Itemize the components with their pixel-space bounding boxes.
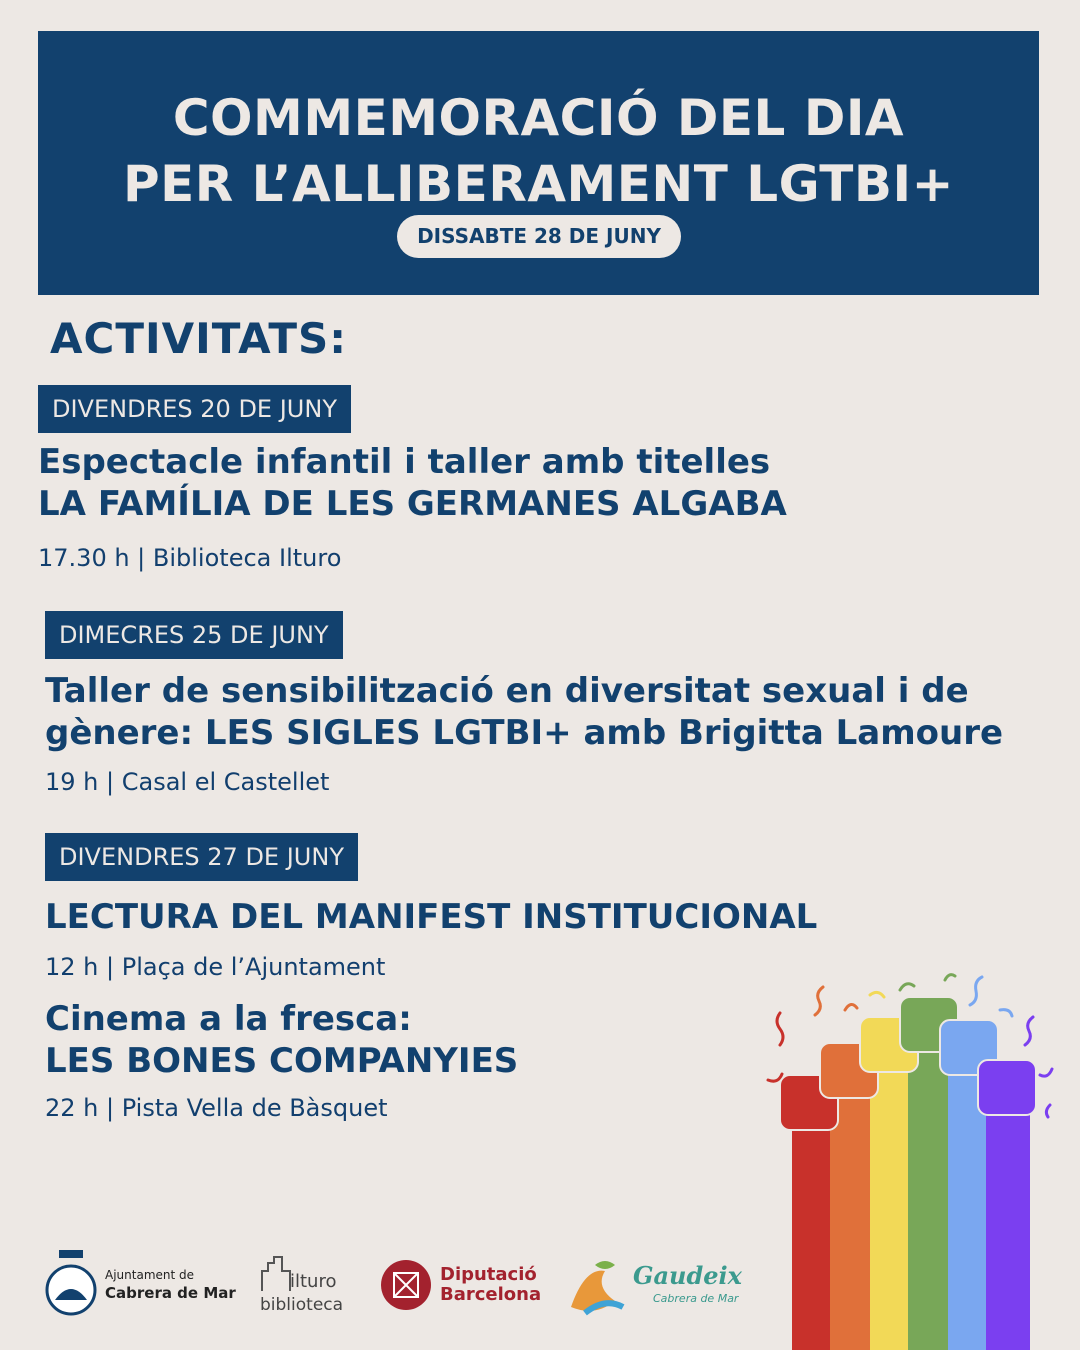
- event-1-day-tag: DIVENDRES 20 DE JUNY: [38, 385, 351, 433]
- date-badge: DISSABTE 28 DE JUNY: [397, 215, 681, 258]
- title-line-2: PER L’ALLIBERAMENT LGTBI+: [122, 155, 955, 213]
- event-1-title-line-1: Espectacle infantil i taller amb titelles: [38, 442, 771, 482]
- diputacio-line-1: Diputació: [440, 1264, 537, 1285]
- sponsor-logos: [0, 1245, 760, 1325]
- title-line-1: COMMEMORACIÓ DEL DIA: [172, 89, 905, 147]
- ajuntament-line-1: Ajuntament de: [105, 1267, 195, 1282]
- gaudeix-line-1: Gaudeix: [633, 1260, 742, 1290]
- activities-heading: ACTIVITATS:: [50, 314, 348, 363]
- event-3-title: [45, 896, 817, 938]
- event-1-info: 17.30 h | Biblioteca Ilturo: [38, 544, 342, 572]
- gaudeix-mark: [565, 1257, 627, 1317]
- ilturo-line-2: biblioteca: [260, 1295, 344, 1315]
- event-2-info: 19 h | Casal el Castellet: [45, 768, 330, 796]
- ajuntament-shield-logo: [45, 1250, 97, 1316]
- event-2-title-line-2: gènere: LES SIGLES LGTBI+ amb Brigitta Lamoure: [45, 713, 1004, 753]
- ajuntament-line-2: Cabrera de Mar: [105, 1283, 236, 1302]
- event-2-title-line-1: Taller de sensibilització en diversitat sexual i de: [45, 671, 969, 711]
- gaudeix-logo: [565, 1257, 742, 1317]
- event-4-title: [45, 998, 518, 1082]
- event-3-title-line-1: LECTURA DEL MANIFEST INSTITUCIONAL: [45, 897, 818, 937]
- ilturo-line-1: ilturo: [290, 1271, 337, 1292]
- event-4-title-line-2: LES BONES COMPANYIES: [45, 1041, 519, 1081]
- event-1-title: [38, 441, 787, 525]
- gaudeix-line-2: Cabrera de Mar: [653, 1291, 739, 1305]
- event-4-title-line-1: Cinema a la fresca:: [45, 999, 412, 1039]
- ajuntament-logo: [45, 1250, 236, 1316]
- page-title: [38, 85, 1039, 217]
- event-2-title: [45, 670, 1003, 754]
- event-3-info: 12 h | Plaça de l’Ajuntament: [45, 953, 386, 981]
- ilturo-logo: [260, 1253, 350, 1315]
- event-3-day-tag: DIVENDRES 27 DE JUNY: [45, 833, 358, 881]
- diputacio-logo: [380, 1259, 541, 1311]
- header-banner: [38, 31, 1039, 295]
- raised-fists-illustration: [760, 965, 1060, 1350]
- event-2-day-tag: DIMECRES 25 DE JUNY: [45, 611, 343, 659]
- event-4-info: 22 h | Pista Vella de Bàsquet: [45, 1094, 388, 1122]
- event-1-title-line-2: LA FAMÍLIA DE LES GERMANES ALGABA: [38, 484, 787, 524]
- diputacio-line-2: Barcelona: [440, 1284, 542, 1305]
- diputacio-seal-logo: [380, 1259, 432, 1311]
